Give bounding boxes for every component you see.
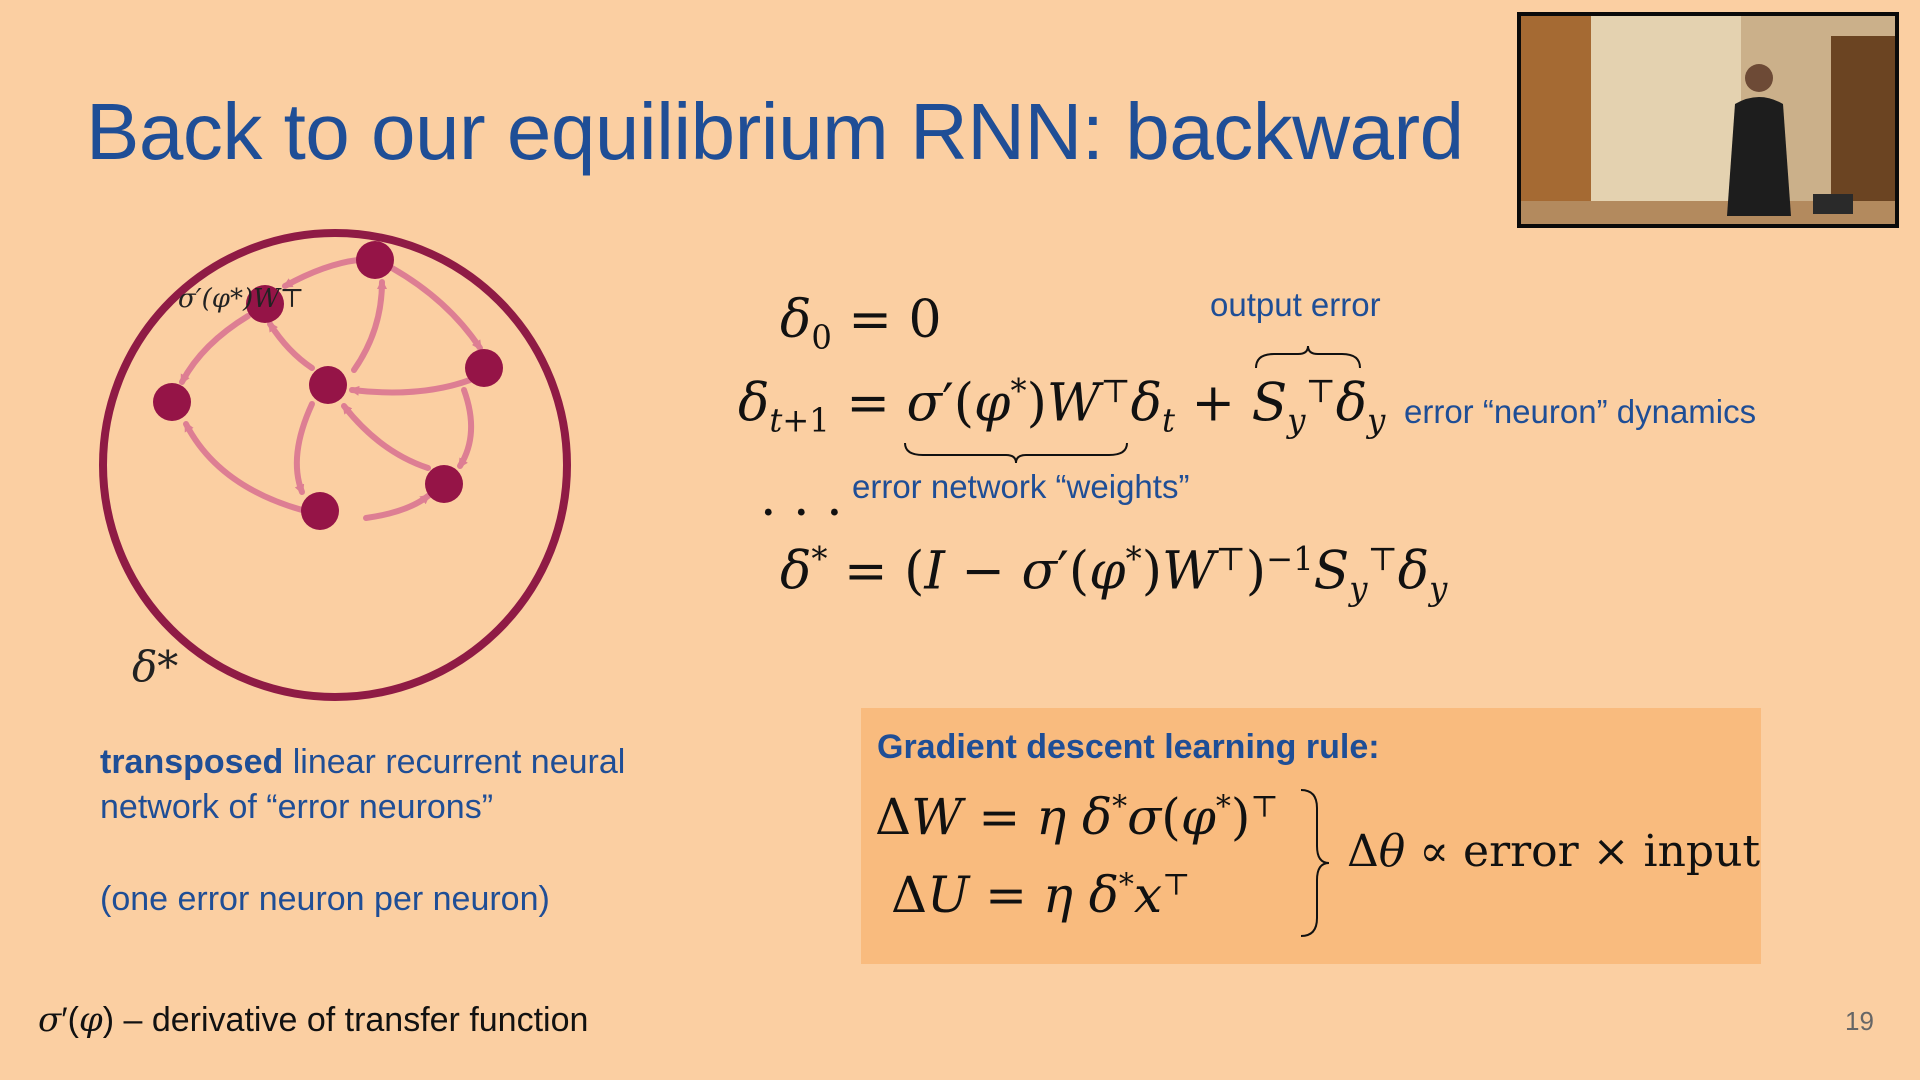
rule-brace <box>1297 788 1333 938</box>
arrow-7 <box>297 404 312 492</box>
network-boundary <box>103 233 567 697</box>
error-neuron-4 <box>153 383 191 421</box>
footer-note: σ′(φ) – derivative of transfer function <box>38 1000 589 1040</box>
caption-bold: transposed <box>100 743 284 781</box>
error-neuron-5 <box>425 465 463 503</box>
presenter-webcam <box>1517 12 1899 228</box>
slide-title: Back to our equilibrium RNN: backward <box>86 87 1464 176</box>
arrow-5 <box>352 380 470 392</box>
error-neuron-3 <box>309 366 347 404</box>
edge-label: σ′(φ*)W⊤ <box>178 284 305 314</box>
caption-secondary: (one error neuron per neuron) <box>100 880 550 918</box>
equation-update: $\delta_{t+1} = \sigma'(\varphi^*)W^⊤\delta_t + S_y^⊤\delta_y$ <box>738 372 1386 440</box>
arrow-9 <box>366 496 428 518</box>
equation-init: $\delta_0 = 0$ <box>780 290 942 357</box>
caption-rest: linear recurrent neural network of “error neurons” <box>100 743 626 826</box>
arrow-10 <box>186 424 302 510</box>
learning-rule-title: Gradient descent learning rule: <box>877 728 1380 766</box>
error-neuron-6 <box>301 492 339 530</box>
output-error-brace <box>1254 344 1362 370</box>
arrow-4 <box>270 324 312 368</box>
equation-ellipsis: . . . <box>760 468 843 528</box>
dynamics-note: error “neuron” dynamics <box>1404 393 1757 430</box>
arrow-3 <box>354 282 382 370</box>
proportionality: Δθ ∝ error × input <box>1347 826 1761 877</box>
delta-w-equation: ΔW = η δ*σ(φ*)⊤ <box>875 788 1279 846</box>
error-neuron-0 <box>356 241 394 279</box>
arrow-1 <box>392 268 480 348</box>
state-label: δ* <box>132 642 179 691</box>
caption-main <box>100 740 720 830</box>
error-neuron-2 <box>465 349 503 387</box>
learning-rule-box <box>861 708 1761 964</box>
weights-brace <box>903 441 1129 465</box>
delta-u-equation: ΔU = η δ*x⊤ <box>891 866 1191 924</box>
arrow-6 <box>460 390 471 466</box>
arrow-8 <box>344 406 428 468</box>
weights-note: error network “weights” <box>852 468 1190 505</box>
equation-fixed-point: $\delta^* = (I - \sigma'(\varphi^*)W^⊤)^{-1}S_y^⊤\delta_y$ <box>780 540 1448 608</box>
arrow-2 <box>182 316 248 382</box>
output-error-note: output error <box>1210 286 1381 323</box>
arrow-0 <box>285 260 358 286</box>
page-number: 19 <box>1845 1006 1874 1036</box>
